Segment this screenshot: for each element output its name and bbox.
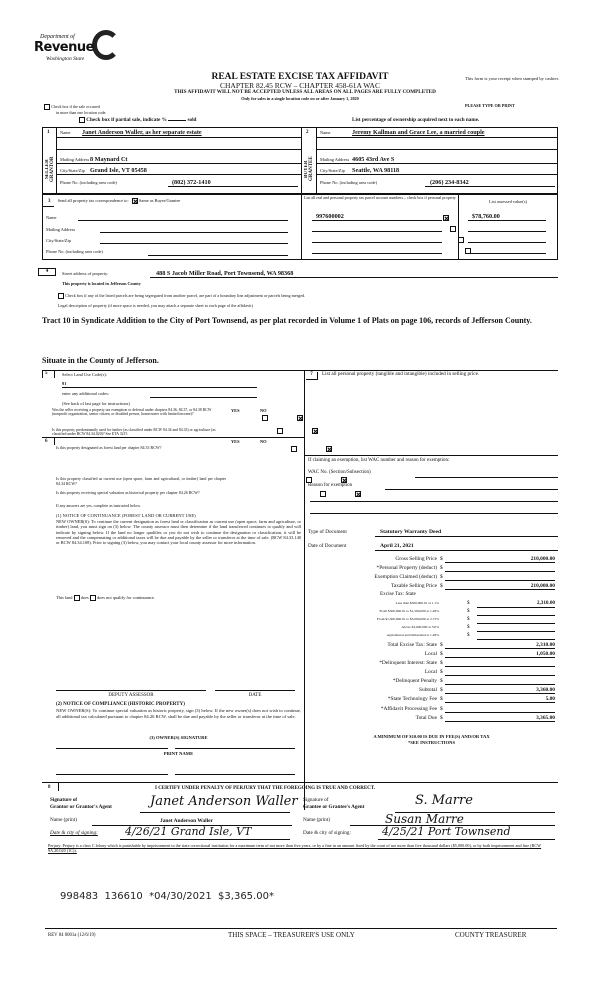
see-instructions: *SEE INSTRUCTIONS xyxy=(407,740,456,745)
same-as-buyer-checkbox[interactable] xyxy=(132,198,138,204)
no-header: NO xyxy=(260,408,267,413)
bracket-label: From $1,500,000.01 to $3,000,000 at 2.75% xyxy=(376,617,439,621)
partial-sale-checkbox[interactable]: Check box if partial sale, indicate % sold xyxy=(79,117,196,124)
does-qualify-checkbox[interactable] xyxy=(74,595,80,601)
personal-property-label: List all personal property (tangible and intangible) included in selling price. xyxy=(322,371,480,377)
delinquent-interest-state-field[interactable] xyxy=(445,660,555,667)
doc-type-field[interactable]: Statutory Warranty Deed xyxy=(380,529,442,535)
personal-property-deduct-label: *Personal Property (deduct) xyxy=(376,565,437,571)
checkbox[interactable] xyxy=(44,104,50,110)
exemption-label: If claiming an exemption, list WAC number and reason for exemption: xyxy=(308,458,450,463)
corr-name-field[interactable] xyxy=(78,220,288,221)
parcel-number-field[interactable] xyxy=(312,253,442,254)
multi-location-label2: in more than one location code. xyxy=(56,110,107,115)
parcel-number-field[interactable] xyxy=(312,231,442,232)
notice1-title: (1) NOTICE OF CONTINUANCE (FOREST LAND OR CURRENT USE) xyxy=(56,513,196,518)
buyer-side-label: BUYER GRANTEE xyxy=(304,156,314,182)
print-name-line-2[interactable] xyxy=(175,774,295,775)
logo-line3: Washington State xyxy=(46,56,85,62)
seller-city-field[interactable]: Grand Isle, VT 05458 xyxy=(90,167,147,174)
bracket-label: Agricultural and timberland at 1.28% xyxy=(386,633,439,637)
bracket-label: Above $3,000,000 at 3.0% xyxy=(401,625,439,629)
print-name-line-1[interactable] xyxy=(56,774,168,775)
logo-line1: Department of xyxy=(40,34,75,40)
additional-codes-label: enter any additional codes: xyxy=(62,391,110,396)
deputy-assessor-label: DEPUTY ASSESSOR xyxy=(108,693,154,698)
gross-selling-price-label: Gross Selling Price xyxy=(395,556,437,562)
assessed-value-field[interactable] xyxy=(468,253,546,254)
q2-yes-checkbox[interactable] xyxy=(277,428,283,434)
perjury-statement: I CERTIFY UNDER PENALTY OF PERJURY THAT THE FOREGOING IS TRUE AND CORRECT. xyxy=(155,786,376,791)
corr-phone-label: Phone No. (including area code) xyxy=(46,249,103,254)
wac-field[interactable] xyxy=(415,477,558,478)
seller-mailing-label: Mailing Address xyxy=(60,157,90,162)
delinquent-interest-local-field[interactable] xyxy=(445,669,555,676)
seller-phone-field[interactable]: (802) 372-1410 xyxy=(172,179,211,186)
divider xyxy=(301,127,302,194)
grantee-sig-label2: Grantee or Grantee's Agent xyxy=(303,804,365,810)
yes-header: YES xyxy=(231,408,240,413)
doc-date-label: Date of Document xyxy=(308,543,347,549)
land-use-code-field[interactable]: 91 xyxy=(62,381,67,386)
sec6-q1-yes-checkbox[interactable] xyxy=(291,446,297,452)
bracket-value-field[interactable]: 2,310.00 xyxy=(477,601,555,608)
corr-mailing-field[interactable] xyxy=(100,232,288,233)
delinquent-penalty-label: *Delinquent Penalty xyxy=(392,678,437,684)
ownership-note: List percentage of ownership acquired next to each name. xyxy=(352,117,480,123)
continuance-row: This land does does not qualify for continuance. xyxy=(56,595,155,601)
partial-percent-field[interactable] xyxy=(168,120,186,121)
buyer-phone-field[interactable]: (206) 234-8342 xyxy=(430,179,469,186)
owner-signature-label: (3) OWNER(S) SIGNATURE xyxy=(149,735,208,740)
street-label: Street address of property: xyxy=(62,271,109,276)
assessor-date-line[interactable] xyxy=(215,690,295,691)
taxable-selling-price-label: Taxable Selling Price xyxy=(390,583,437,589)
print-name-label: PRINT NAME xyxy=(163,751,194,756)
logo-line2: Revenue xyxy=(34,40,94,55)
seller-phone-label: Phone No. (including area code) xyxy=(60,180,117,185)
sec6-q3: Is this property receiving special valuation as historical property per chapter 84.26 RCW? xyxy=(56,490,200,495)
notice2-title: (2) NOTICE OF COMPLIANCE (HISTORIC PROPERTY) xyxy=(56,702,185,707)
seller-mailing-field[interactable]: 8 Maynard Ct xyxy=(90,156,128,163)
parcel-number-field[interactable]: 997600002 xyxy=(316,213,344,220)
section-4-number-box: 4 xyxy=(38,268,56,276)
q2-no-checkbox[interactable] xyxy=(312,428,318,434)
correspondence-row: 3 Send all property tax correspondence to: Same as Buyer/Grantee xyxy=(48,198,181,205)
grantor-name-field[interactable]: Janet Anderson Waller xyxy=(160,818,213,824)
bracket-label: Less than $500,000.01 at 1.1% xyxy=(395,601,439,605)
grantor-name-label: Name (print) xyxy=(50,817,77,823)
bracket-value-field[interactable] xyxy=(477,609,555,616)
notice1-body: NEW OWNER(S): To continue the current designation as forest land or classification as current use (open space, farm and agriculture, or timber) land, you must sign on (3) below. The county assessor must then determine if the land transferred continues to qualify and will indicate by signing below. If the land no longer qualifies or you do not wish to continue the designation or classification, it will be removed and the compensating or additional taxes will be due and payable by the seller or transferor at the time of sale. (RCW 84.33.140 or RCW 84.34.108). Prior to signing (3) below, you may contact your local county assessor for more information. xyxy=(56,519,301,546)
grantee-date-label: Date & city of signing: xyxy=(303,830,351,836)
corr-city-field[interactable] xyxy=(100,243,288,244)
bracket-value-field[interactable] xyxy=(477,625,555,632)
buyer-city-field[interactable]: Seattle, WA 98118 xyxy=(352,167,400,174)
subtotal-label: Subtotal xyxy=(419,687,437,693)
type-or-print: PLEASE TYPE OR PRINT xyxy=(465,103,515,108)
buyer-name-field[interactable]: Jeremy Kallman and Grace Lee, a married couple xyxy=(352,129,485,136)
state-technology-fee-field[interactable]: 5.00 xyxy=(445,696,555,703)
parcels-header: List all real and personal property tax parcel account numbers – check box if personal property xyxy=(304,195,456,200)
gross-selling-price-field[interactable]: 210,000.00 xyxy=(445,556,555,563)
taxable-selling-price-field[interactable]: 210,000.00 xyxy=(445,583,555,590)
doc-date-field[interactable]: April 21, 2021 xyxy=(380,543,414,549)
notice2-body: NEW OWNER(S): To continue special valuation as historic property, sign (3) below. If the new owner(s) does not wish to continue, all additional tax calculated pursuant to chapter 84.26 RCW, shall be due and payable by the seller or transferor at the time of sale. xyxy=(56,708,301,719)
wac-label: WAC No. (Section/Subsection) xyxy=(308,470,371,475)
additional-codes-field[interactable] xyxy=(150,397,257,398)
corr-city-label: City/State/Zip xyxy=(46,238,71,243)
buyer-name-label: Name xyxy=(320,130,331,135)
county-note: This property is located in Jefferson County xyxy=(62,281,141,286)
sec6-q3-no-checkbox[interactable] xyxy=(355,491,361,497)
deputy-assessor-signature-line[interactable] xyxy=(56,690,206,691)
exemption-claimed-field[interactable] xyxy=(445,574,555,581)
parcel-number-field[interactable] xyxy=(312,242,442,243)
delinquent-penalty-field[interactable] xyxy=(445,678,555,685)
personal-property-checkbox[interactable] xyxy=(450,226,456,232)
legal-description: Tract 10 in Syndicate Addition to the City of Port Townsend, as per plat recorded in Volume 1 of Plats on page 106, records of Jefferson County. xyxy=(42,316,532,325)
doc-type-label: Type of Document xyxy=(308,529,347,535)
yes-header: YES xyxy=(231,439,240,444)
affidavit-processing-fee-label: *Affidavit Processing Fee xyxy=(380,706,437,712)
grantee-date-city-field[interactable]: 4/25/21 Port Townsend xyxy=(382,825,511,838)
only-for-note: Only for sales in a single location code on or after January 1, 2020 xyxy=(241,96,359,101)
does-not-qualify-checkbox[interactable] xyxy=(90,595,96,601)
section-8-number: 8 xyxy=(48,785,51,790)
section-6-number: 6 xyxy=(45,439,48,444)
corr-mailing-label: Mailing Address xyxy=(46,227,76,232)
grantor-date-label: Date & city of signing: xyxy=(50,830,98,836)
legal-label: Legal description of property (if more space is needed, you may attach a separate sheet to each page of the affidavit) xyxy=(58,303,253,308)
bracket-value-field[interactable] xyxy=(477,617,555,624)
exemption-claimed-label: Exemption Claimed (deduct) xyxy=(374,574,437,580)
logo-swirl-icon xyxy=(92,30,120,60)
buyer-city-label: City/State/Zip xyxy=(320,168,345,173)
treasurer-stamp: 998483 136610 *04/30/2021 $3,365.00* xyxy=(60,891,274,902)
personal-property-checkbox[interactable] xyxy=(443,215,449,221)
corr-name-label: Name xyxy=(46,215,57,220)
personal-property-deduct-field[interactable] xyxy=(445,565,555,572)
q1-yes-checkbox[interactable] xyxy=(262,415,268,421)
grantor-sig-label2: Grantor or Grantor's Agent xyxy=(50,804,112,810)
reason-label: Reason for exemption xyxy=(308,483,353,488)
treasurer-space-label: THIS SPACE – TREASURER'S USE ONLY xyxy=(228,931,355,939)
if-yes-note: If any answers are yes, complete as instructed below. xyxy=(56,503,141,508)
state-technology-fee-label: *State Technology Fee xyxy=(387,696,437,702)
grantor-signature-field[interactable]: Janet Anderson Waller xyxy=(150,794,298,809)
q1-no-checkbox[interactable] xyxy=(297,415,303,421)
seller-city-label: City/State/Zip xyxy=(60,168,85,173)
section-7-number-box: 7 xyxy=(306,372,318,380)
grantee-name-label: Name (print) xyxy=(303,817,330,823)
section-1-number: 1 xyxy=(47,130,50,135)
county-treasurer-label: COUNTY TREASURER xyxy=(455,931,527,939)
dor-logo xyxy=(34,30,124,72)
personal-property-checkbox[interactable] xyxy=(458,237,464,243)
total-due-field[interactable]: 3,365.00 xyxy=(445,715,555,722)
owner-signature-line-1[interactable] xyxy=(56,748,168,749)
assessed-header: List assessed value(s) xyxy=(488,199,528,204)
assessed-value-field[interactable] xyxy=(468,242,546,243)
land-use-label: Select Land Use Code(s): xyxy=(62,372,107,377)
checkbox[interactable] xyxy=(79,117,85,123)
section-2-number: 2 xyxy=(306,130,309,135)
multi-location-checkbox[interactable]: Check box if the sale occurred xyxy=(44,104,100,111)
grantee-sig-label1: Signature of xyxy=(303,797,329,803)
situate-note: Situate in the County of Jefferson. xyxy=(42,356,159,365)
sec6-q1: Is this property designated as forest land per chapter 84.33 RCW? xyxy=(56,445,162,450)
total-excise-state-field[interactable]: 2,310.00 xyxy=(445,642,555,649)
date-label: DATE xyxy=(248,693,262,698)
land-use-q2: Is this property predominantly used for timber (as classified under RCW 84.34 and 84.33) or agriculture (as classified under RCW 84.34.020)? See ETA 3215 xyxy=(52,428,216,437)
total-excise-state-label: Total Excise Tax: State xyxy=(387,642,437,648)
segregated-checkbox[interactable] xyxy=(58,293,64,299)
form-title: REAL ESTATE EXCISE TAX AFFIDAVIT xyxy=(211,72,389,82)
corr-phone-field[interactable] xyxy=(148,255,288,256)
seller-name-label: Name xyxy=(60,130,71,135)
local-tax-label: Local xyxy=(424,651,437,657)
subtotal-field[interactable]: 3,360.00 xyxy=(445,687,555,694)
minimum-note: A MINIMUM OF $10.00 IS DUE IN FEE(S) AND/OR TAX xyxy=(373,734,490,739)
total-due-label: Total Due xyxy=(415,715,437,721)
reason-field[interactable] xyxy=(385,489,558,490)
receipt-note: This form is your receipt when stamped by cashier. xyxy=(465,76,560,81)
delinquent-interest-state-label: *Delinquent Interest: State xyxy=(379,660,437,666)
sec6-q1-no-checkbox[interactable] xyxy=(326,446,332,452)
local-tax-field[interactable]: 1,050.00 xyxy=(445,651,555,658)
form-warning: THIS AFFIDAVIT WILL NOT BE ACCEPTED UNLESS ALL AREAS ON ALL PAGES ARE FULLY COMPLETED xyxy=(174,89,436,95)
buyer-phone-label: Phone No. (including area code) xyxy=(320,180,377,185)
street-address-field[interactable]: 488 S Jacob Miller Road, Port Townsend, WA 98368 xyxy=(156,270,294,277)
delinquent-interest-local-label: Local xyxy=(424,669,437,675)
grantor-sig-label1: Signature of xyxy=(50,797,78,803)
grantor-date-city-field[interactable]: 4/26/21 Grand Isle, VT xyxy=(125,825,252,838)
land-use-q1: Was the seller receiving a property tax exemption or deferral under chapters 84.36, 84.37, or 84.38 RCW (nonprofit organization, senior citizen, or disabled person, homeowner with limited income)? xyxy=(52,408,212,417)
grantee-name-field[interactable]: Susan Marre xyxy=(385,812,464,826)
no-header: NO xyxy=(260,439,267,444)
affidavit-processing-fee-field[interactable] xyxy=(445,706,555,713)
buyer-mailing-field[interactable]: 4605 43rd Ave S xyxy=(352,156,395,163)
assessed-value-field[interactable] xyxy=(468,231,546,232)
land-use-instructions: (See back of last page for instructions) xyxy=(62,401,130,406)
sec6-q3-yes-checkbox[interactable] xyxy=(320,491,326,497)
bracket-label: From $500,000.01 to $1,500,000 at 1.28% xyxy=(379,609,439,613)
divider xyxy=(458,194,459,260)
tax-computation: Gross Selling Price $ 210,000.00 *Personal Property (deduct) $ Exemption Claimed (deduct) $ Taxable Selling Price $ 210,000.00 Excise Tax: State Less than $500,000.01 at 1.1% $ 2,310.00 From $500,000.01 to $1,500,000 at 1.28% $ From $1,500,000.01 to $3,000,000 at 2.75% $ Above $3,000,000 at 3.0% $ Agricultural and timberland at 1.28% $ Total Excise Tax: State $ 2,310.00 Local $ 1,050.00 *Delinquent Interest: State $ Local $ *Delinquent Penalty $ Subtotal $ 3,360.00 *State Technology Fee $ 5.00 *Affidavit Processing Fee $ Total Due $ 3,365.00 A MINIMUM OF $10.00 IS DUE IN FEE(S) AND/OR TAX *SEE INSTRUCTIONS xyxy=(305,556,558,801)
perjury-notice: Perjury: Perjury is a class C felony which is punishable by imprisonment in the state correctional institution for a maximum term of not more than five years, or by a fine in an amount fixed by the court of not more than five thousand dollars ($5,000.00), or by both imprisonment and fine (RCW 9A.20.020 (1C)). xyxy=(48,843,542,854)
seller-side-label: SELLER GRANTOR xyxy=(45,156,55,182)
form-subtitle: CHAPTER 82.45 RCW – CHAPTER 458-61A WAC xyxy=(220,81,380,90)
seller-name-field[interactable]: Janet Anderson Waller, as her separate estate xyxy=(82,129,202,136)
assessed-value-field[interactable]: $78,760.00 xyxy=(472,213,500,220)
sec6-q2: Is this property classified as current use (open space, farm and agricultural, or timber) land per chapter 84.34 RCW? xyxy=(56,476,226,486)
form-id: REV 84 0001a (12/6/19) xyxy=(48,933,96,938)
divider xyxy=(301,194,302,260)
bracket-value-field[interactable] xyxy=(477,633,555,640)
buyer-mailing-label: Mailing Address xyxy=(320,157,350,162)
segregated-checkbox-row[interactable]: Check box if any of the listed parcels are being segregated from another parcel, are part of a boundary line adjustment or parcels being merged. xyxy=(58,293,305,299)
excise-header: Excise Tax: State xyxy=(380,591,416,597)
section-5-number: 5 xyxy=(45,371,48,376)
owner-signature-line-2[interactable] xyxy=(175,748,295,749)
grantee-signature-field[interactable]: S. Marre xyxy=(415,793,473,808)
